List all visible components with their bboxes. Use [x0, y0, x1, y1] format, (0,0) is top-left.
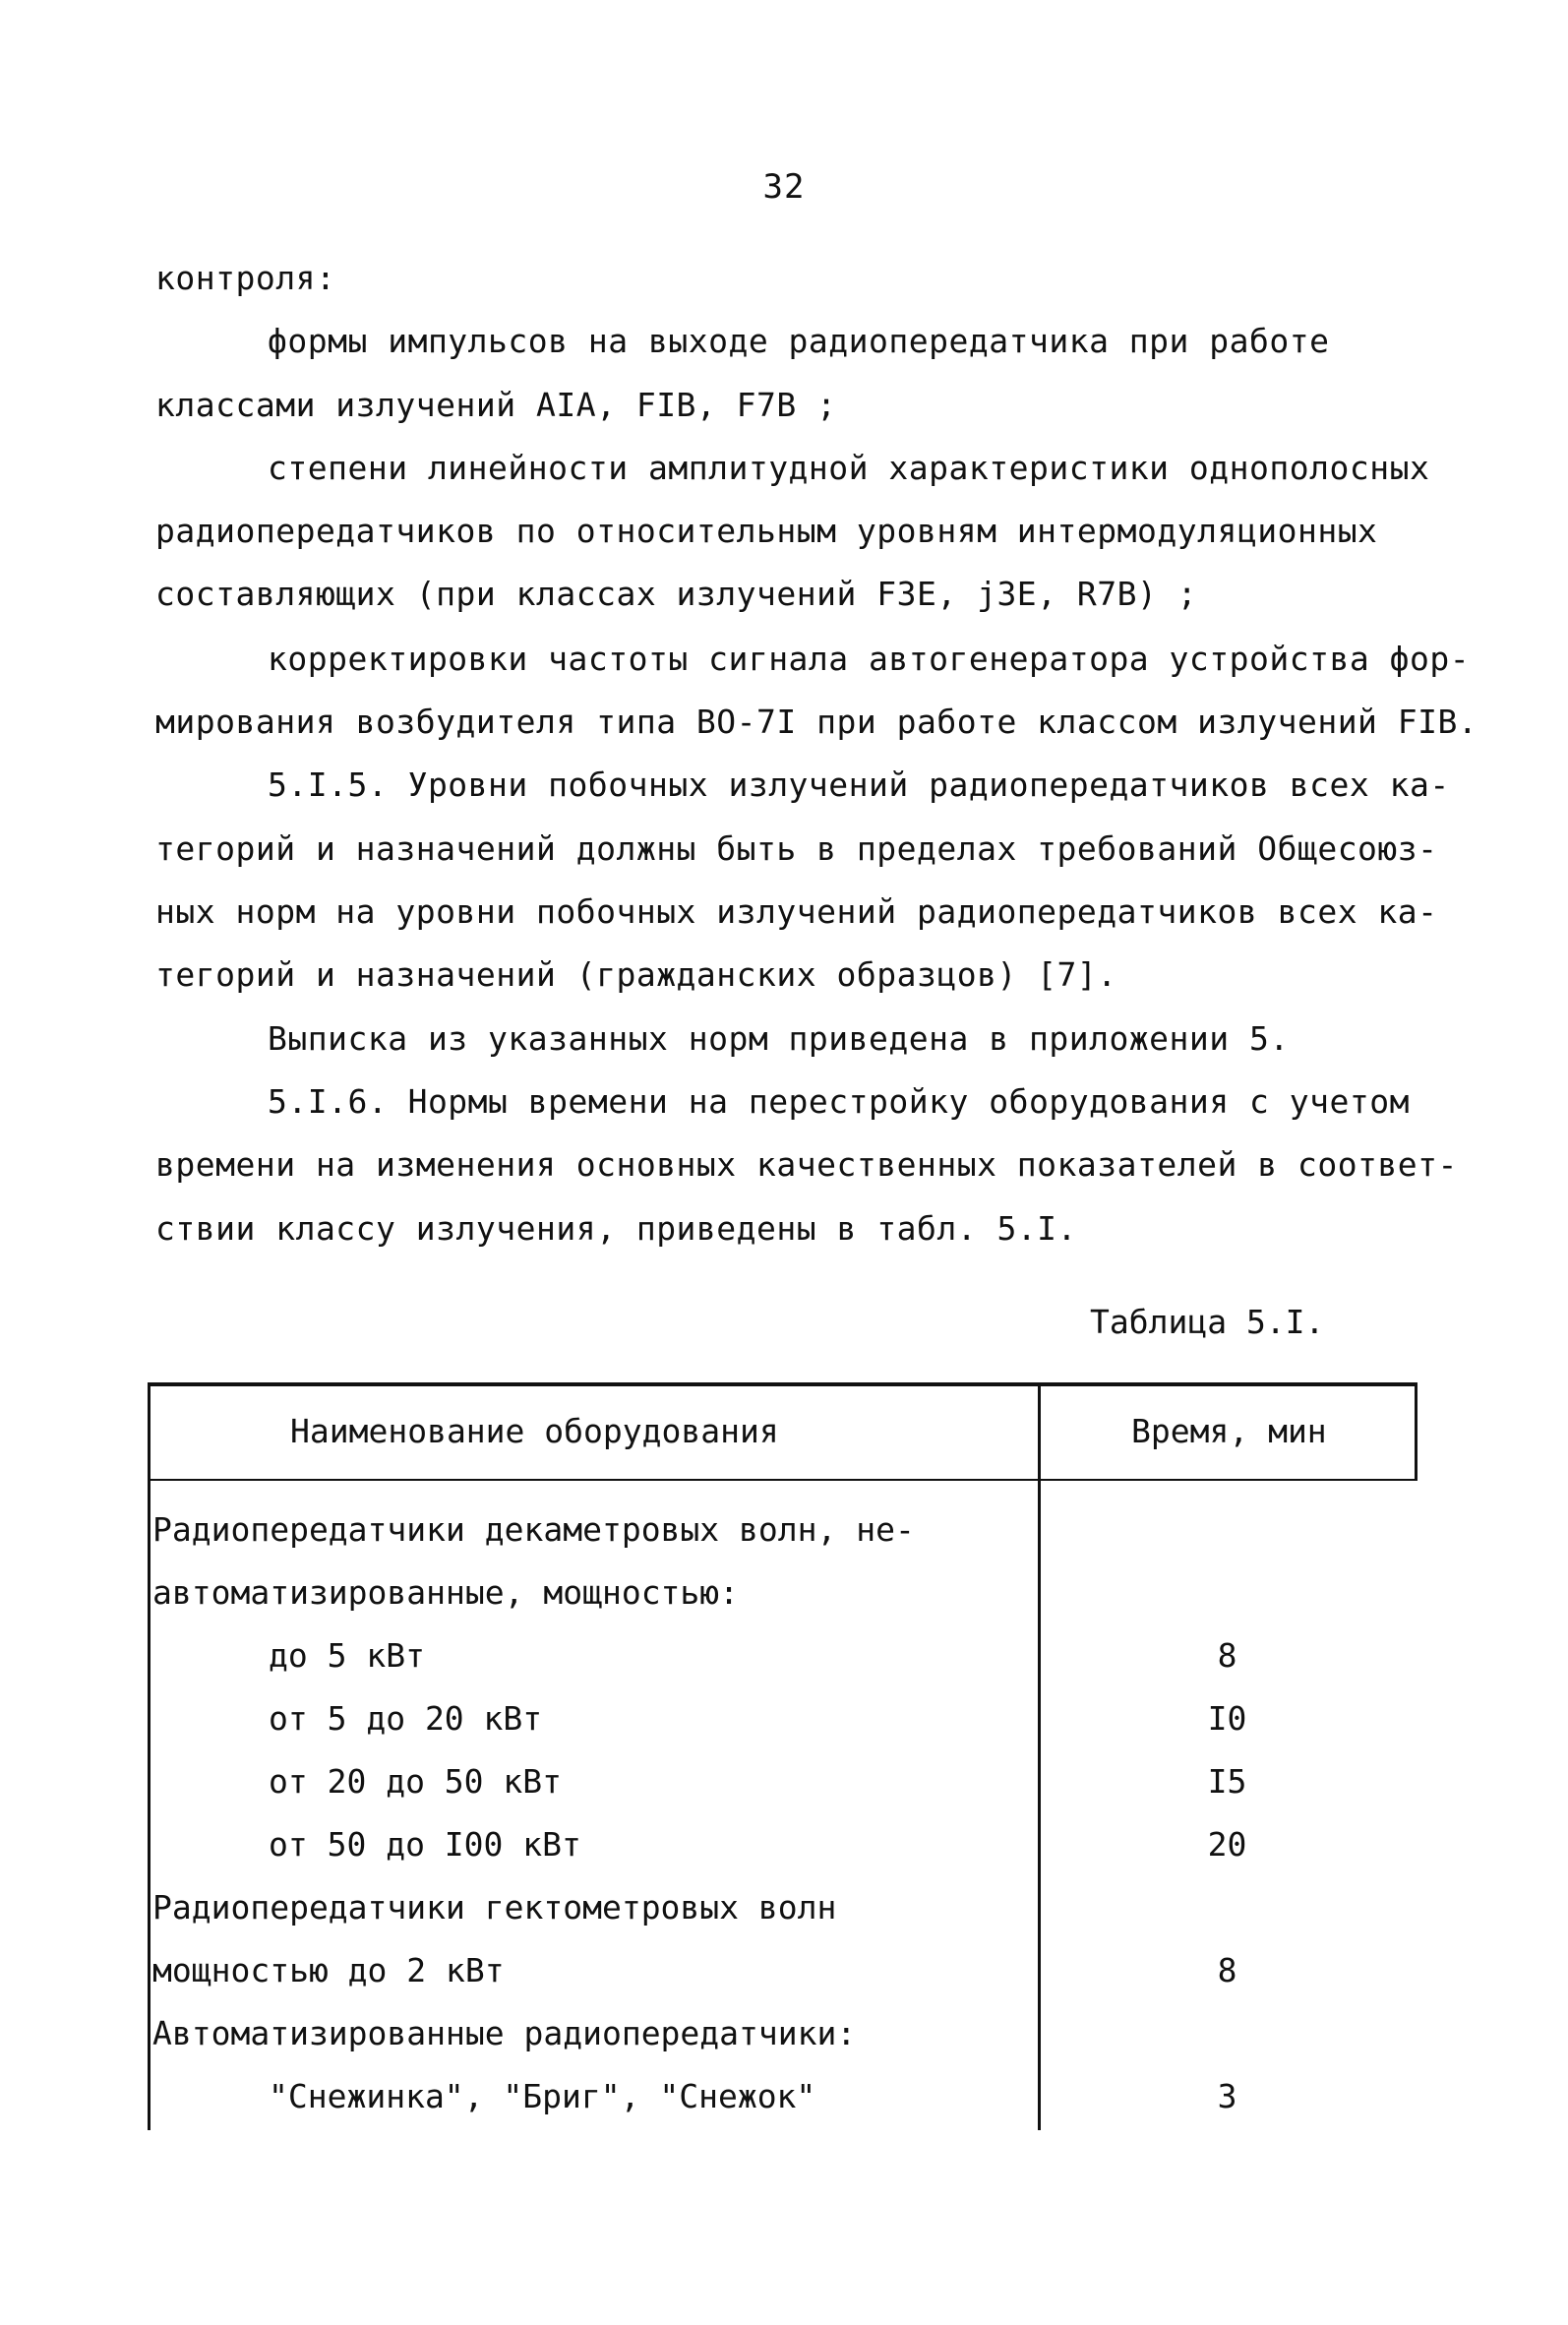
table-row — [143, 2077, 1421, 2116]
equipment-table — [143, 1382, 1421, 2140]
row-time: I0 — [1207, 1699, 1247, 1738]
text-line: формы импульсов на выходе радиопередатчика при работе — [268, 322, 1330, 360]
text-line: мирования возбудителя типа ВО-7I при работе классом излучений FIB. — [155, 703, 1478, 741]
table-row — [143, 1888, 1421, 1927]
table-header-rule — [148, 1479, 1417, 1481]
text-line: ствии классу излучения, приведены в табл. 5.I. — [155, 1209, 1077, 1248]
table-row — [143, 1825, 1421, 1865]
text-line: Выписка из указанных норм приведена в приложении 5. — [268, 1019, 1290, 1058]
row-name: до 5 кВт — [269, 1636, 425, 1675]
row-time: I5 — [1207, 1762, 1247, 1801]
text-line: 5.I.5. Уровни побочных излучений радиопередатчиков всех ка- — [268, 765, 1450, 804]
table-row — [143, 1951, 1421, 1990]
table-row — [143, 1699, 1421, 1739]
table-header-name: Наименование оборудования — [290, 1412, 779, 1450]
text-line: контроля: — [155, 259, 336, 297]
text-line: тегорий и назначений (гражданских образцов) [7]. — [155, 955, 1117, 994]
row-name: мощностью до 2 кВт — [152, 1951, 505, 1989]
text-line: классами излучений AIA, FIB, F7B ; — [155, 386, 837, 424]
table-row — [143, 1636, 1421, 1676]
text-line: составляющих (при классах излучений F3E, j3E, R7B) ; — [155, 575, 1198, 613]
table-header-time: Время, мин — [1131, 1412, 1327, 1450]
row-name: Радиопередатчики гектометровых волн — [152, 1888, 837, 1927]
table-row — [143, 2014, 1421, 2053]
row-name: Радиопередатчики декаметровых волн, не- — [152, 1510, 915, 1549]
row-name: автоматизированные, мощностью: — [152, 1573, 740, 1612]
text-line: радиопередатчиков по относительным уровням интермодуляционных — [155, 512, 1378, 550]
row-name: от 20 до 50 кВт — [269, 1762, 563, 1801]
table-top-rule — [148, 1382, 1417, 1386]
text-line: корректировки частоты сигнала автогенератора устройства фор- — [268, 640, 1471, 678]
table-row — [143, 1510, 1421, 1550]
row-time: 8 — [1217, 1951, 1237, 1989]
text-line: степени линейности амплитудной характеристики однополосных — [268, 449, 1430, 487]
table-right-border — [1415, 1382, 1417, 1481]
text-line: тегорий и назначений должны быть в пределах требований Общесоюз- — [155, 829, 1438, 868]
text-line: времени на изменения основных качественных показателей в соответ- — [155, 1145, 1458, 1184]
row-name: Автоматизированные радиопередатчики: — [152, 2014, 857, 2052]
table-row — [143, 1573, 1421, 1613]
text-line: ных норм на уровни побочных излучений радиопередатчиков всех ка- — [155, 892, 1438, 931]
page-number: 32 — [762, 167, 806, 207]
table-caption: Таблица 5.I. — [1090, 1303, 1325, 1341]
text-line: 5.I.6. Нормы времени на перестройку оборудования с учетом — [268, 1082, 1410, 1121]
row-time: 8 — [1217, 1636, 1237, 1675]
row-name: "Снежинка", "Бриг", "Снежок" — [269, 2077, 816, 2115]
row-time: 3 — [1217, 2077, 1237, 2115]
table-row — [143, 1762, 1421, 1802]
row-name: от 50 до I00 кВт — [269, 1825, 581, 1864]
row-name: от 5 до 20 кВт — [269, 1699, 543, 1738]
row-time: 20 — [1207, 1825, 1247, 1864]
